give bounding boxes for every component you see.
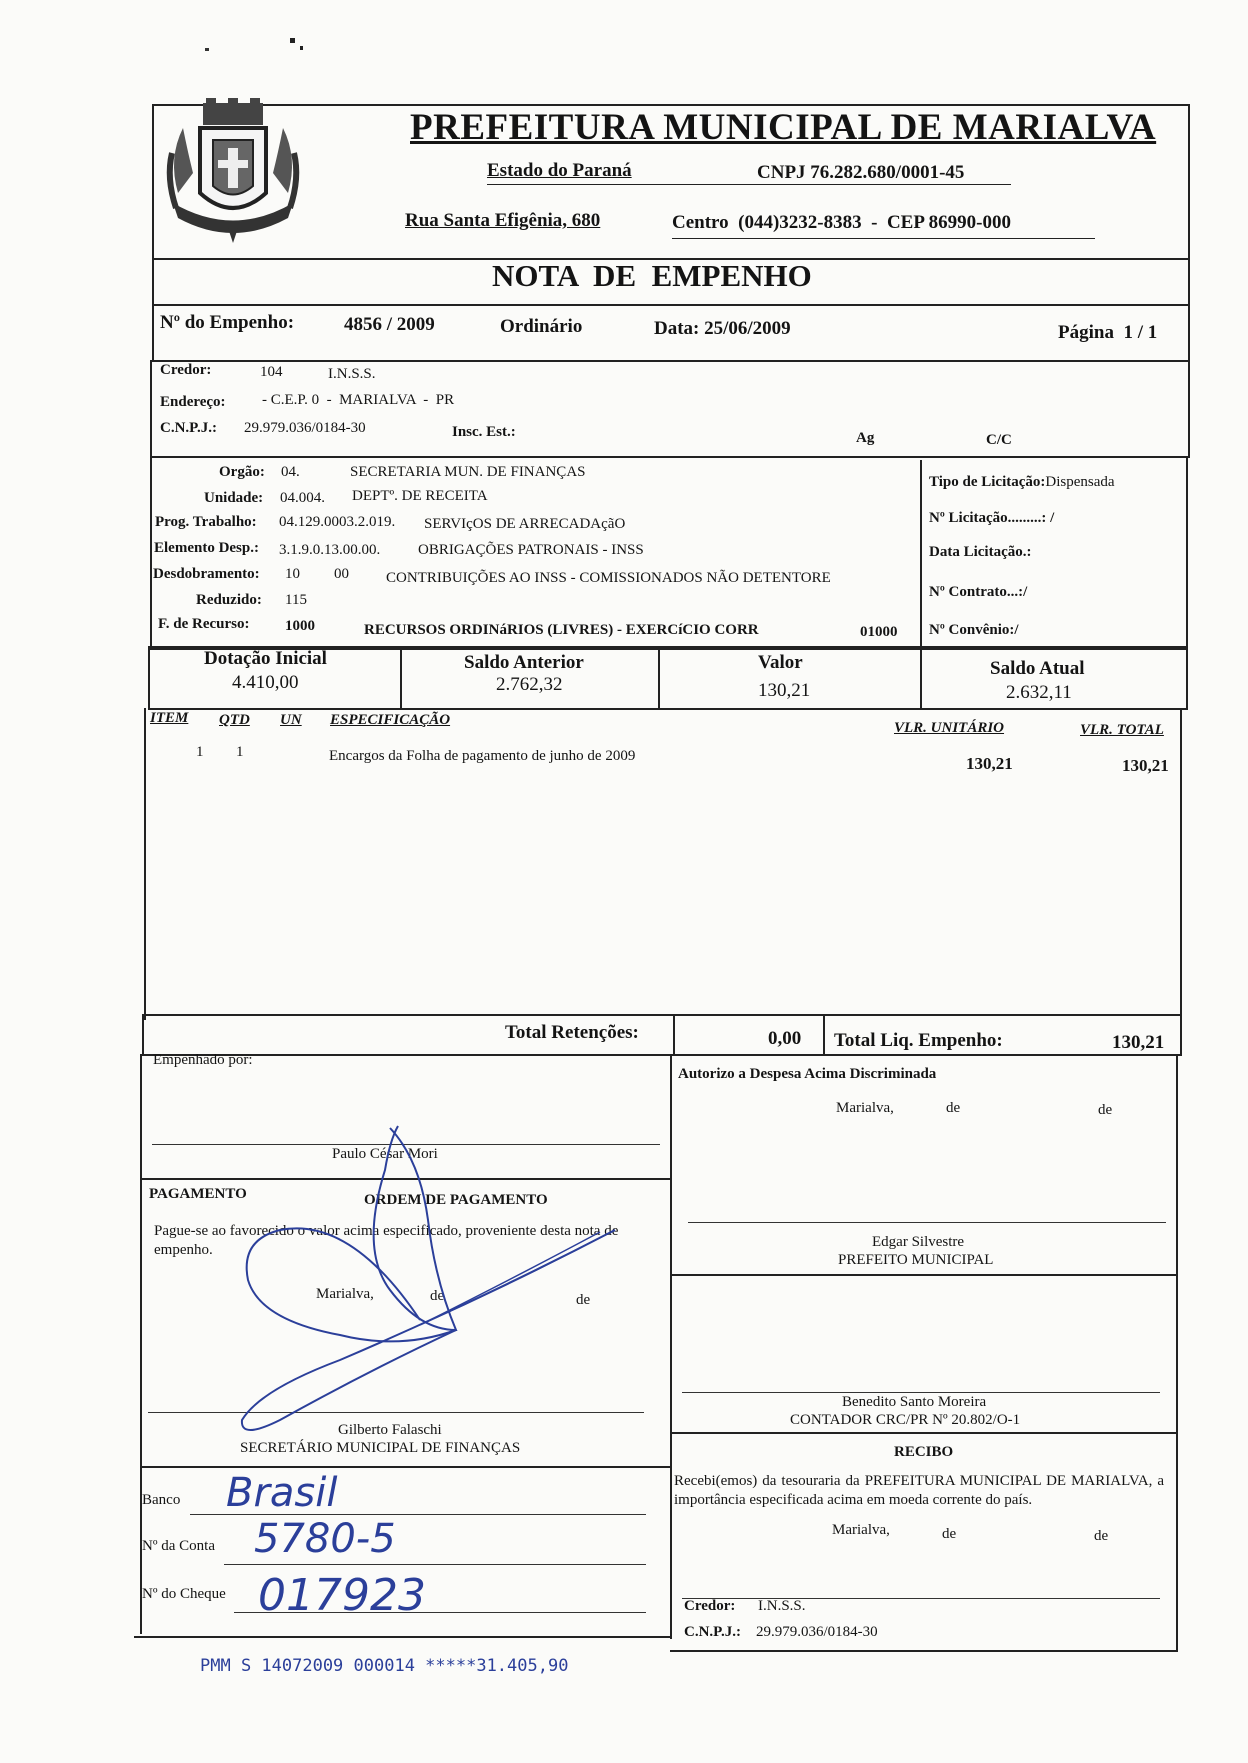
bank-bottom	[134, 1636, 672, 1638]
items-header-qtd: QTD	[219, 712, 250, 728]
ordem-pagamento-label: ORDEM DE PAGAMENTO	[364, 1192, 548, 1208]
recibo-cnpj-value: 29.979.036/0184-30	[756, 1624, 878, 1640]
conta-label: Nº da Conta	[142, 1538, 215, 1554]
recibo-credor-label: Credor:	[684, 1598, 736, 1614]
recurso-code: 1000	[285, 618, 315, 634]
pague-text: Pague-se ao favorecido o valor acima especificado, proveniente desta nota de empenho.	[154, 1223, 619, 1258]
state-underline	[487, 184, 1011, 185]
banco-handwritten: Brasil	[226, 1470, 338, 1516]
licitacao-date: Data Licitação.:	[929, 544, 1032, 560]
prefeito-bottom	[670, 1274, 1178, 1276]
empenho-number: 4856 / 2009	[344, 314, 435, 335]
saldo-anterior-label: Saldo Anterior	[464, 652, 584, 673]
items-header-unit-price: VLR. UNITÁRIO	[894, 720, 1005, 736]
total-liquido-label: Total Liq. Empenho:	[834, 1030, 1003, 1051]
prog-code: 04.129.0003.2.019.	[279, 514, 396, 530]
page-title: PREFEITURA MUNICIPAL DE MARIALVA	[410, 107, 1157, 148]
cnpj-label: CNPJ 76.282.680/0001-45	[757, 162, 965, 183]
saldo-anterior-value: 2.762,32	[496, 674, 563, 695]
autorizo-place: Marialva,	[836, 1100, 894, 1116]
items-left-border	[144, 708, 146, 1020]
scan-speck	[300, 46, 303, 50]
unidade-name: DEPTº. DE RECEITA	[352, 488, 488, 504]
reduzido-label: Reduzido:	[196, 592, 262, 608]
credor-box	[150, 360, 1190, 458]
saldo-atual-label: Saldo Atual	[990, 658, 1085, 679]
contador-sig-line	[682, 1392, 1160, 1393]
banco-label: Banco	[142, 1492, 181, 1508]
recurso-label: F. de Recurso:	[158, 616, 250, 632]
prefeito-name: Edgar Silvestre	[872, 1234, 965, 1250]
recibo-place: Marialva,	[832, 1522, 890, 1538]
empenho-label: Nº do Empenho:	[160, 312, 295, 333]
signature-scribble	[220, 1120, 640, 1440]
prefeito-sig-line	[688, 1222, 1166, 1223]
ag-label: Ag	[856, 430, 875, 446]
address-label: Rua Santa Efigênia, 680	[405, 210, 601, 231]
coat-of-arms-logo	[158, 98, 308, 246]
elemento-label: Elemento Desp.:	[154, 540, 259, 556]
licitacao-type-label	[929, 474, 1115, 491]
items-header-item: ITEM	[150, 710, 189, 726]
recibo-label: RECIBO	[894, 1444, 954, 1460]
prefeito-title: PREFEITO MUNICIPAL	[838, 1252, 994, 1268]
recibo-credor-value: I.N.S.S.	[758, 1598, 806, 1614]
reduzido-code: 115	[285, 592, 307, 608]
doc-title: NOTA DE EMPENHO	[492, 258, 812, 293]
elemento-name: OBRIGAÇÕES PATRONAIS - INSS	[418, 542, 644, 558]
items-right-border	[1180, 708, 1182, 1020]
scan-speck	[290, 38, 295, 43]
conta-line	[224, 1564, 646, 1565]
items-header-spec: ESPECIFICAÇÃO	[330, 712, 451, 728]
prog-label: Prog. Trabalho:	[155, 514, 257, 530]
totals-divider-2	[823, 1014, 825, 1054]
district-phone: Centro (044)3232-8383 - CEP 86990-000	[672, 212, 1011, 233]
district-underline	[672, 238, 1095, 239]
credor-name: I.N.S.S.	[328, 366, 376, 382]
recibo-cnpj-label: C.N.P.J.:	[684, 1624, 741, 1640]
credor-label: Credor:	[160, 362, 212, 378]
cheque-label: Nº do Cheque	[142, 1586, 226, 1602]
recurso-code2: 01000	[860, 624, 898, 640]
recibo-de-2: de	[1094, 1528, 1109, 1544]
pagamento-place: Marialva,	[316, 1286, 374, 1302]
insc-label: Insc. Est.:	[452, 424, 516, 440]
address-field-label: Endereço:	[160, 394, 226, 410]
sig-right-border	[1176, 1054, 1178, 1652]
dotacao-value: 4.410,00	[232, 672, 299, 693]
sig-middle-border	[670, 1054, 672, 1639]
convenio-number: Nº Convênio:/	[929, 622, 1019, 638]
total-liquido-value: 130,21	[1112, 1032, 1165, 1053]
pagamento-de-1: de	[430, 1288, 445, 1304]
licitacao-tipo-value: Dispensada	[1045, 474, 1115, 490]
desdobramento-code2: 00	[334, 566, 349, 582]
dotacao-label: Dotação Inicial	[204, 648, 327, 669]
scan-speck	[205, 48, 209, 51]
autorizo-de-1: de	[946, 1100, 961, 1116]
orgao-label: Orgão:	[219, 464, 265, 480]
desdobramento-name: CONTRIBUIÇÕES AO INSS - COMISSIONADOS NÃO DETENTORE	[386, 570, 831, 586]
items-header-total: VLR. TOTAL	[1080, 722, 1164, 738]
pagamento-de-2: de	[576, 1292, 591, 1308]
autorizo-label: Autorizo a Despesa Acima Discriminada	[678, 1066, 937, 1082]
table-row-unit-price: 130,21	[966, 754, 1013, 773]
table-row-total: 130,21	[1122, 756, 1169, 775]
credor-address: - C.E.P. 0 - MARIALVA - PR	[262, 392, 455, 408]
balances-divider-1	[400, 646, 402, 708]
balances-divider-3	[920, 646, 922, 708]
table-row-qtd: 1	[236, 744, 244, 760]
empenho-page: Página 1 / 1	[1058, 322, 1158, 343]
unidade-label: Unidade:	[204, 490, 264, 506]
secretario-bottom	[140, 1466, 672, 1468]
recibo-bottom	[670, 1650, 1178, 1652]
totals-divider-1	[673, 1014, 675, 1054]
cheque-handwritten: 017923	[258, 1570, 426, 1621]
recibo-sig-line	[682, 1598, 1160, 1599]
budget-divider	[920, 460, 922, 648]
valor-label: Valor	[758, 652, 803, 673]
saldo-atual-value: 2.632,11	[1006, 682, 1072, 703]
empenhado-label: Empenhado por:	[153, 1052, 253, 1068]
empenho-type: Ordinário	[500, 316, 583, 337]
cc-label: C/C	[986, 432, 1012, 448]
secretario-name: Gilberto Falaschi	[338, 1422, 442, 1438]
recibo-de-1: de	[942, 1526, 957, 1542]
contador-title: CONTADOR CRC/PR Nº 20.802/O-1	[790, 1412, 1021, 1428]
state-label: Estado do Paraná	[487, 160, 632, 181]
recurso-name: RECURSOS ORDINáRIOS (LIVRES) - EXERCíCIO CORR	[364, 622, 759, 638]
orgao-name: SECRETARIA MUN. DE FINANÇAS	[350, 464, 586, 480]
contrato-number: Nº Contrato...:/	[929, 584, 1028, 600]
cnpj-field-label: C.N.P.J.:	[160, 420, 217, 436]
empenho-date: Data: 25/06/2009	[654, 318, 791, 339]
balances-divider-2	[658, 646, 660, 708]
table-row-spec: Encargos da Folha de pagamento de junho de 2009	[329, 748, 636, 764]
contador-bottom	[670, 1432, 1178, 1434]
licitacao-tipo-label: Tipo de Licitação:	[929, 474, 1046, 490]
total-retencoes-value: 0,00	[768, 1028, 802, 1049]
credor-code: 104	[260, 364, 283, 380]
unidade-code: 04.004.	[280, 490, 325, 506]
totals-box	[142, 1014, 1182, 1056]
licitacao-number: Nº Licitação.........: /	[929, 510, 1055, 526]
elemento-code: 3.1.9.0.13.00.00.	[279, 542, 381, 558]
empenhado-name: Paulo César Mori	[332, 1146, 438, 1162]
orgao-code: 04.	[281, 464, 300, 480]
autorizo-de-2: de	[1098, 1102, 1113, 1118]
prog-name: SERVIçOS DE ARRECADAçãO	[424, 516, 626, 532]
table-row-item: 1	[196, 744, 204, 760]
desdobramento-code1: 10	[285, 566, 300, 582]
credor-cnpj: 29.979.036/0184-30	[244, 420, 366, 436]
footer-stamp: PMM S 14072009 000014 *****31.405,90	[200, 1656, 569, 1676]
items-header-un: UN	[280, 712, 302, 728]
desdobramento-label: Desdobramento:	[153, 566, 260, 582]
secretario-title: SECRETÁRIO MUNICIPAL DE FINANÇAS	[240, 1440, 521, 1456]
total-retencoes-label: Total Retenções:	[505, 1022, 639, 1043]
recibo-text: Recebi(emos) da tesouraria da PREFEITURA MUNICIPAL DE MARIALVA, a importância especificada acima em moeda corrente do país.	[674, 1473, 1164, 1508]
contador-name: Benedito Santo Moreira	[842, 1394, 987, 1410]
valor-value: 130,21	[758, 680, 811, 701]
conta-handwritten: 5780-5	[254, 1516, 396, 1562]
pagamento-label: PAGAMENTO	[149, 1186, 247, 1202]
